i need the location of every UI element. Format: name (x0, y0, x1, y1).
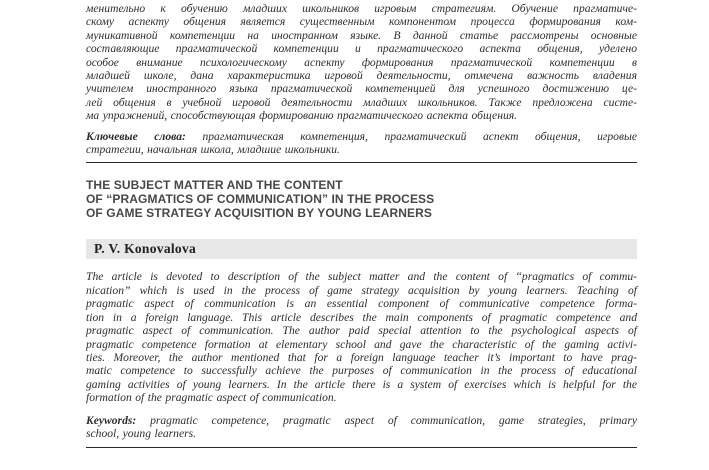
english-keywords-line-1 (86, 414, 637, 427)
text-line: matic competence to successfully achieve the purposes of communication in the process of educational (86, 364, 637, 378)
russian-keywords-line-2: стратегии, начальная школа, младшие школьники. (86, 143, 340, 157)
russian-keywords (86, 130, 637, 157)
english-keywords (86, 414, 637, 441)
text-line: младшей школе, дана характеристика игровой деятельности, отмечена важность владения (86, 69, 637, 83)
english-title (86, 178, 637, 220)
text-line: составляющие прагматической компетенции и прагматического аспекта общения, уделено (86, 42, 637, 56)
text-line: pragmatic aspect of communication is an essential component of communicative competence forma- (86, 297, 637, 311)
russian-keywords-label: Ключевые слова: (86, 129, 186, 143)
text-line: The article is devoted to description of the subject matter and the content of “pragmatics of commu- (86, 270, 637, 284)
text-line: THE SUBJECT MATTER AND THE CONTENT (86, 178, 343, 193)
english-keywords-line-2: school, young learners. (86, 426, 197, 440)
text-line: лей общения в учебной игровой деятельности младших школьников. Также предложена систе- (86, 95, 637, 109)
text-line: pragmatic competence formation at elementary school and gave the characteristic of the gaming activi- (86, 337, 637, 351)
text-line: ties. Moreover, the author mentioned that for a foreign language teacher it’s important to have prag- (86, 350, 637, 364)
text-line: ма упражнений, способствующая формированию прагматического аспекта общения. (86, 109, 518, 123)
text-line: OF GAME STRATEGY ACQUISITION BY YOUNG LEARNERS (86, 206, 432, 221)
text-line: OF “PRAGMATICS OF COMMUNICATION” IN THE PROCESS (86, 192, 435, 207)
author-name: P. V. Konovalova (94, 241, 197, 257)
text-line: tion in a foreign language. This article describes the main components of pragmatic competence and (86, 310, 637, 324)
russian-keywords-line-1 (86, 130, 637, 143)
author-bar (86, 239, 637, 259)
text-line: муникативной компетенции на иностранном языке. В данной статье рассмотрены основные (86, 28, 637, 42)
text-line: скому аспекту общения является существенным компонентом процесса формирования ком- (86, 15, 637, 29)
english-keywords-label: Keywords: (86, 413, 137, 427)
russian-abstract (86, 0, 637, 123)
text-line: особое внимание психологическому аспекту формирования прагматической компетенции в (86, 55, 637, 69)
text-line: менительно к обучению младших школьников игровым стратегиям. Обучение прагматиче- (86, 2, 637, 15)
english-keywords-text: pragmatic competence, pragmatic aspect of communication, game strategies, primary (136, 413, 637, 427)
russian-keywords-text: прагматическая компетенция, прагматический аспект общения, игровые (185, 129, 638, 143)
text-line: nication” which is used in the process of game strategy acquisition by young learners. Teaching of (86, 283, 637, 297)
text-column (86, 0, 637, 448)
english-abstract (86, 270, 637, 404)
section-divider (86, 162, 637, 163)
text-line: pragmatic aspect of communication. The author paid special attention to the psychological aspects of (86, 324, 637, 338)
text-line: gaming activities of young learners. In the article there is a system of exercises which is helpful for the (86, 377, 637, 391)
bottom-divider (86, 447, 637, 448)
text-line: formation of the pragmatic aspect of communication. (86, 391, 337, 405)
text-line: учителем иностранного языка прагматической компетенцией для успешного достижению це- (86, 82, 637, 96)
